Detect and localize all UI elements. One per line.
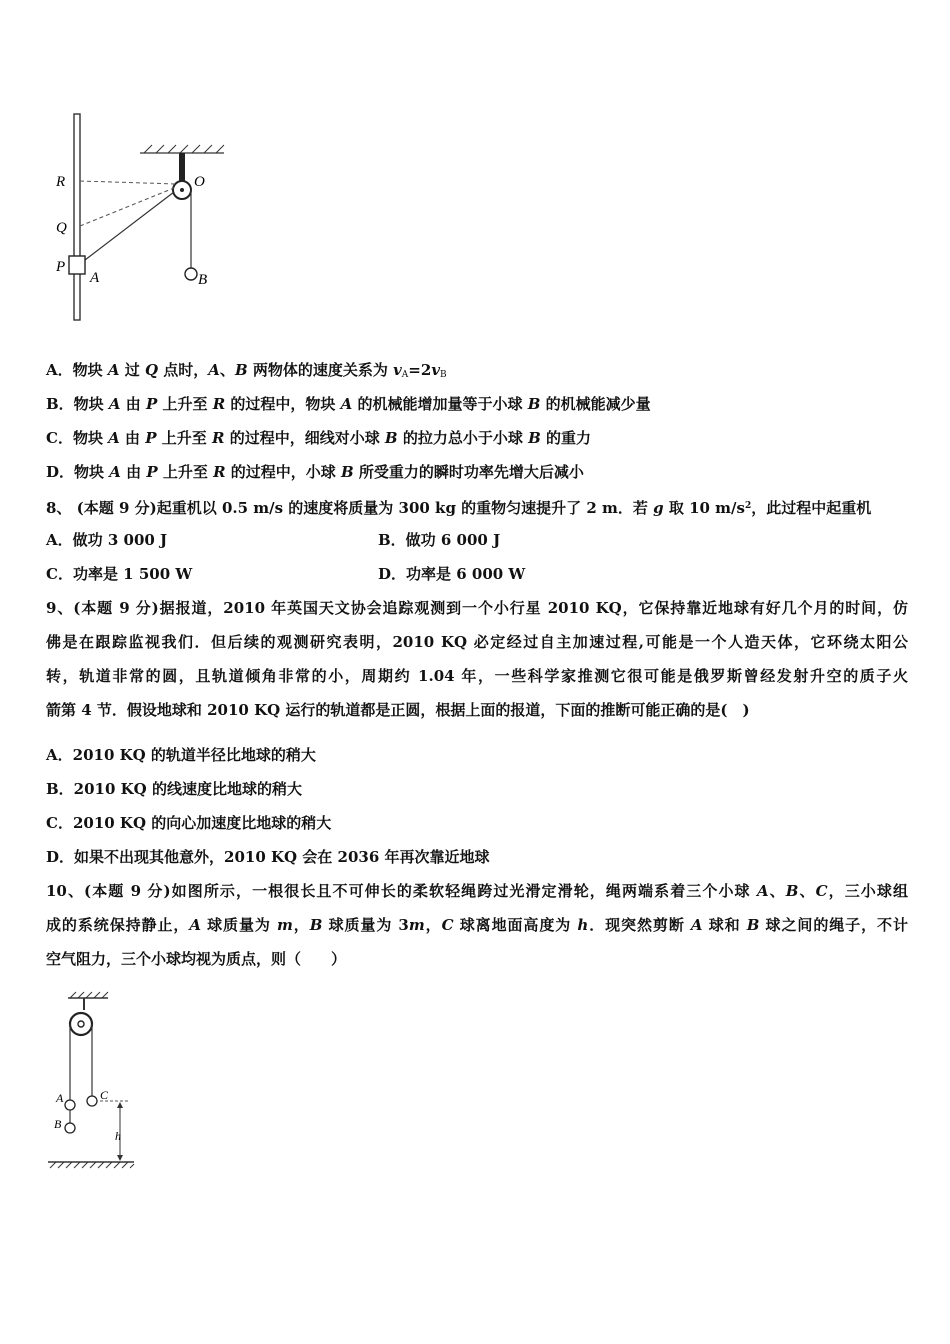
vertical-pole bbox=[74, 114, 80, 320]
height-arrow-up bbox=[117, 1102, 123, 1108]
figure-pulley-pole-svg bbox=[52, 108, 232, 328]
ball-b bbox=[185, 268, 197, 280]
label-h: h bbox=[115, 1129, 121, 1143]
q9-option-a: A．2010 KQ 的轨道半径比地球的稍大 bbox=[46, 746, 316, 764]
label-b-2: B bbox=[54, 1117, 62, 1131]
q10-stem-line-1: 10、(本题 9 分)如图所示，一根很长且不可伸长的柔软轻绳跨过光滑定滑轮，绳两端系着三个小球 A、B、C，三小球组 bbox=[46, 882, 908, 900]
dashed-line-r bbox=[80, 181, 176, 184]
label-q: Q bbox=[56, 220, 67, 236]
q8-stem: 8、 (本题 9 分)起重机以 0.5 m/s 的速度将质量为 300 kg 的重物匀速提升了 2 m．若 g 取 10 $m/s^2$，此过程中起重机 bbox=[46, 499, 872, 517]
ground-hatch bbox=[50, 1162, 134, 1168]
label-o: O bbox=[194, 174, 205, 190]
ball-b-2 bbox=[65, 1123, 75, 1133]
q9-stem-line-3: 转，轨道非常的圆，且轨道倾角非常的小，周期约 1.04 年，一些科学家推测它很可能是俄罗斯曾经发射升空的质子火 bbox=[46, 667, 908, 685]
q9-stem bbox=[46, 591, 908, 727]
q7-option-b: B．物块 A 由 P 上升至 R 的过程中，物块 A 的机械能增加量等于小球 B 的机械能减少量 bbox=[46, 395, 651, 413]
height-arrow-down bbox=[117, 1155, 123, 1161]
q8-option-b: B．做功 6 000 J bbox=[378, 531, 501, 549]
label-b: B bbox=[198, 272, 208, 288]
figure-pulley-three-balls-svg bbox=[44, 990, 144, 1170]
string-a bbox=[85, 192, 174, 260]
label-a-2: A bbox=[56, 1091, 64, 1105]
ball-a bbox=[65, 1100, 75, 1110]
figure-pulley-pole bbox=[52, 108, 232, 328]
label-r: R bbox=[56, 174, 66, 190]
q8-option-c: C．功率是 1 500 W bbox=[46, 565, 193, 583]
q9-option-d: D．如果不出现其他意外，2010 KQ 会在 2036 年再次靠近地球 bbox=[46, 848, 490, 866]
pulley-axle bbox=[180, 188, 184, 192]
label-p: P bbox=[56, 259, 66, 275]
ceiling-hatch-2 bbox=[70, 992, 108, 998]
q9-option-b: B．2010 KQ 的线速度比地球的稍大 bbox=[46, 780, 302, 798]
block-a bbox=[69, 256, 85, 274]
q9-option-c: C．2010 KQ 的向心加速度比地球的稍大 bbox=[46, 814, 332, 832]
q10-stem-line-3: 空气阻力，三个小球均视为质点，则（ ） bbox=[46, 950, 347, 968]
pulley-mount bbox=[179, 153, 185, 183]
q9-stem-line-1: 9、(本题 9 分)据报道，2010 年英国天文协会追踪观测到一个小行星 2010 KQ，它保持靠近地球有好几个月的时间，仿 bbox=[46, 599, 908, 617]
label-c: C bbox=[100, 1088, 109, 1102]
q7-option-c: C．物块 A 由 P 上升至 R 的过程中，细线对小球 B 的拉力总小于小球 B 的重力 bbox=[46, 429, 591, 447]
q10-stem-line-2: 成的系统保持静止，A 球质量为 m，B 球质量为 3m，C 球离地面高度为 h．现突然剪断 A 球和 B 球之间的绳子，不计 bbox=[46, 916, 908, 934]
pulley-axle-2 bbox=[78, 1021, 84, 1027]
ceiling-hatch bbox=[144, 145, 224, 153]
label-a: A bbox=[90, 270, 100, 286]
q8-option-d: D．功率是 6 000 W bbox=[378, 565, 526, 583]
q8-option-a: A．做功 3 000 J bbox=[46, 531, 168, 549]
q7-option-a: A．物块 A 过 Q 点时，A、B 两物体的速度关系为 $v_A=2v_B$ bbox=[46, 361, 447, 380]
q10-stem bbox=[46, 874, 908, 976]
ball-c bbox=[87, 1096, 97, 1106]
dashed-line-q bbox=[80, 188, 174, 226]
figure-pulley-three-balls bbox=[44, 990, 144, 1170]
q9-stem-line-2: 佛是在跟踪监视我们．但后续的观测研究表明，2010 KQ 必定经过自主加速过程,可能是一个人造天体，它环绕太阳公 bbox=[46, 633, 908, 651]
q9-stem-line-4: 箭第 4 节．假设地球和 2010 KQ 运行的轨道都是正圆，根据上面的报道，下面的推断可能正确的是( ) bbox=[46, 701, 750, 719]
q7-option-d: D．物块 A 由 P 上升至 R 的过程中，小球 B 所受重力的瞬时功率先增大后减小 bbox=[46, 463, 584, 481]
